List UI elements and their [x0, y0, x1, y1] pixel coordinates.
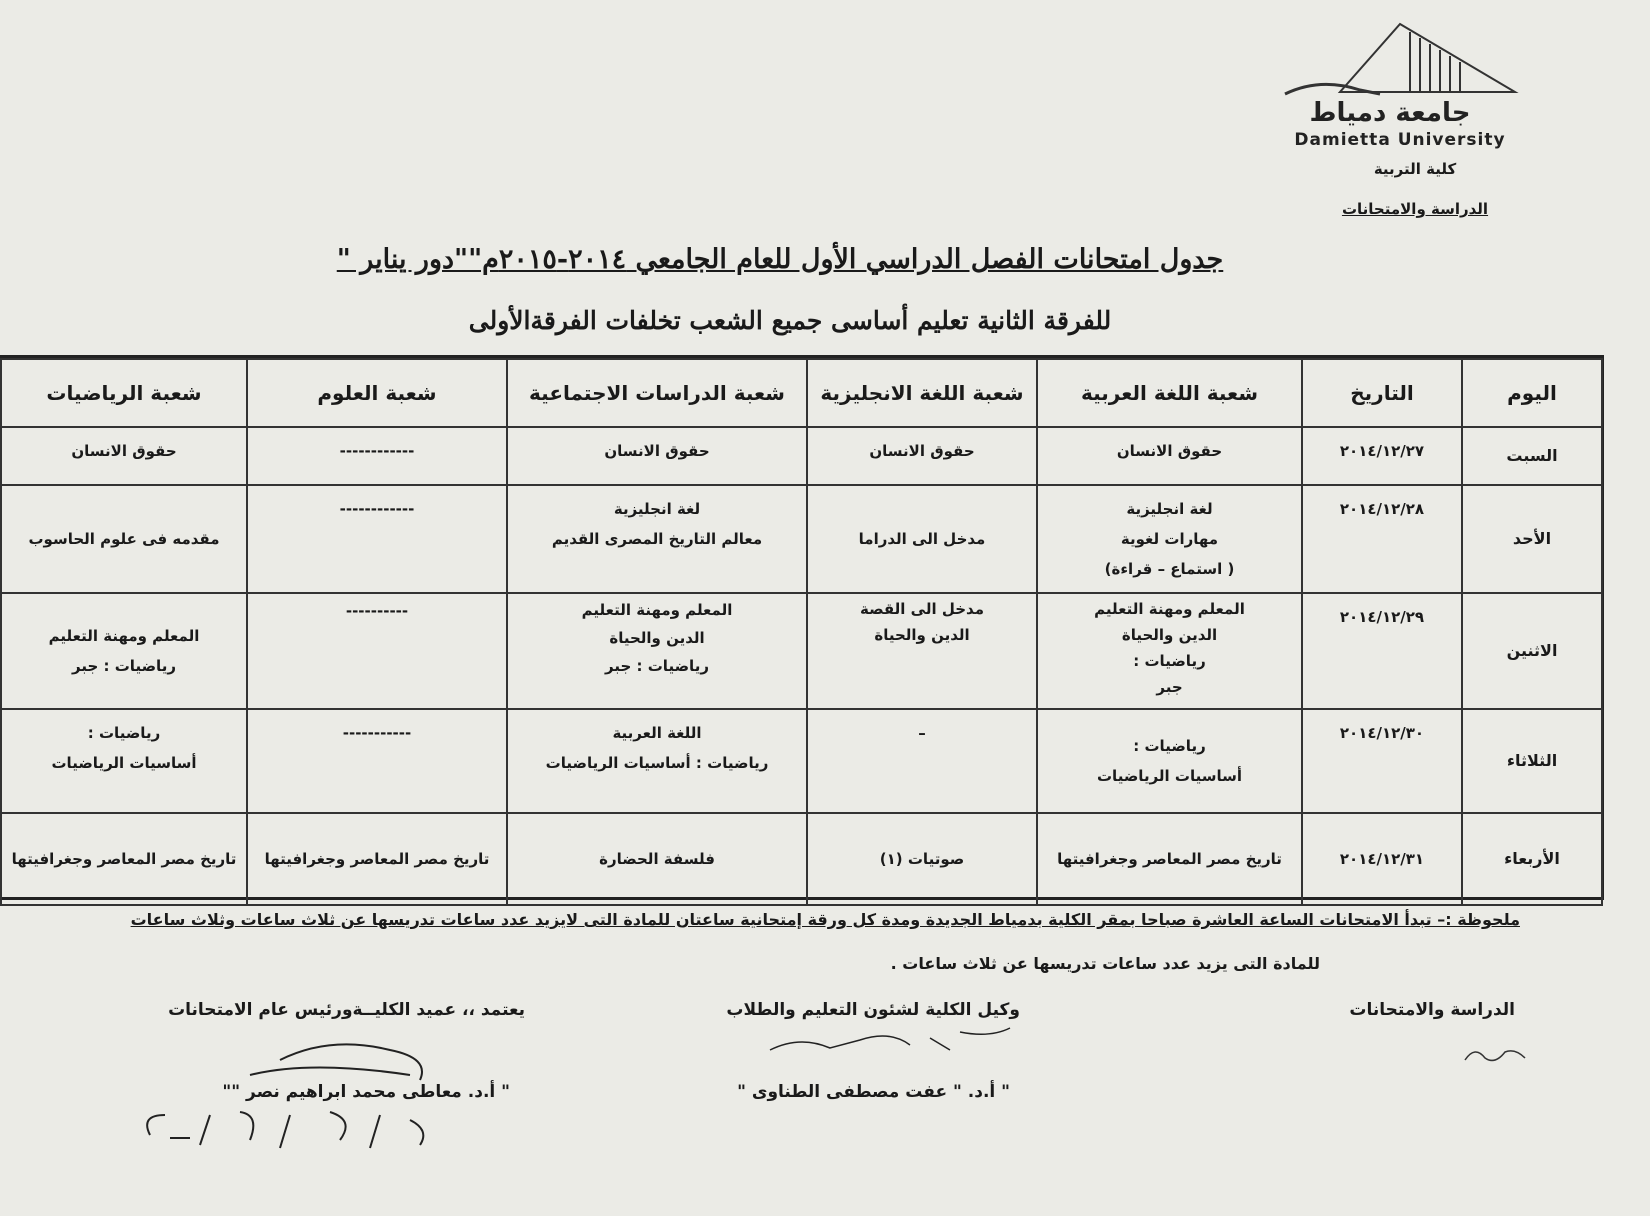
day-cell: الأحد: [1462, 485, 1602, 593]
social-cell: [507, 485, 807, 593]
page-title: جدول امتحانات الفصل الدراسي الأول للعام الجامعي ٢٠١٤-٢٠١٥م""دور يناير ": [336, 244, 1224, 275]
subject: المعلم ومهنة التعليم: [48, 627, 200, 645]
english-cell: [807, 593, 1037, 709]
subject: أساسيات الرياضيات: [1096, 767, 1243, 785]
subject: الدين والحياة: [874, 626, 970, 644]
subject: لغة انجليزية: [1126, 500, 1213, 518]
arabic-cell: [1037, 427, 1302, 485]
subject: ------------: [339, 442, 415, 460]
day-cell: السبت: [1462, 427, 1602, 485]
note-line-2: للمادة التى يزيد عدد ساعات تدريسها عن ثلاث ساعات .: [890, 954, 1320, 973]
subject: ----------: [345, 602, 409, 620]
subject: رياضيات :: [1133, 652, 1206, 670]
signature-role: يعتمد ،، عميد الكليــةورئيس عام الامتحانات: [168, 1000, 525, 1020]
math-cell: [1, 813, 247, 905]
science-cell: [247, 709, 507, 813]
university-name-en: Damietta University: [1294, 130, 1506, 150]
subject: أساسيات الرياضيات: [51, 754, 197, 772]
subject: حقوق الانسان: [1116, 442, 1223, 460]
signature-role: وكيل الكلية لشئون التعليم والطلاب: [726, 1000, 1020, 1020]
subject: لغة انجليزية: [613, 500, 701, 518]
math-cell: [1, 427, 247, 485]
day-cell: الثلاثاء: [1462, 709, 1602, 813]
header-science: شعبة العلوم: [247, 359, 507, 427]
university-name-ar: جامعة دمياط: [1309, 98, 1471, 128]
date-cell: ٢٠١٤/١٢/٢٧: [1302, 427, 1462, 485]
page-subtitle: للفرقة الثانية تعليم أساسى جميع الشعب تخلفات الفرقةالأولى: [468, 306, 1112, 335]
english-cell: [807, 709, 1037, 813]
date-cell: ٢٠١٤/١٢/٢٨: [1302, 485, 1462, 593]
subject: فلسفة الحضارة: [599, 850, 715, 868]
subject: مقدمه فى علوم الحاسوب: [28, 530, 220, 548]
english-cell: [807, 485, 1037, 593]
subject: المعلم ومهنة التعليم: [581, 601, 733, 619]
table-row: [1, 485, 1602, 593]
university-logo-icon: [1280, 22, 1520, 102]
science-cell: [247, 813, 507, 905]
social-cell: [507, 593, 807, 709]
social-cell: [507, 813, 807, 905]
science-cell: [247, 485, 507, 593]
signature-department: [1300, 1000, 1515, 1020]
subject: تاريخ مصر المعاصر وجغرافيتها: [11, 850, 237, 868]
science-cell: [247, 427, 507, 485]
subject: ( استماع – قراءة): [1104, 560, 1235, 578]
table-row: [1, 813, 1602, 905]
exam-schedule-table: [0, 355, 1604, 900]
social-cell: [507, 427, 807, 485]
subject: صوتيات (١): [879, 850, 965, 868]
header-english: شعبة اللغة الانجليزية: [807, 359, 1037, 427]
header-arabic: شعبة اللغة العربية: [1037, 359, 1302, 427]
social-cell: [507, 709, 807, 813]
faculty-name: كلية التربية: [1373, 160, 1457, 178]
day-cell: الأربعاء: [1462, 813, 1602, 905]
header-math: شعبة الرياضيات: [1, 359, 247, 427]
signature-name: " أ.د. معاطى محمد ابراهيم نصر "": [222, 1082, 510, 1102]
arabic-cell: [1037, 709, 1302, 813]
header-social: شعبة الدراسات الاجتماعية: [507, 359, 807, 427]
vice-dean-signature-scribble: [760, 1010, 1020, 1060]
note-line-1: ملحوظة :– تبدأ الامتحانات الساعة العاشرة صباحا بمقر الكلية بدمياط الجديدة ومدة كل ورقة إمتحانية ساعتان للمادة التى لايزيد عدد ساعات تدريسها عن ثلاث ساعات وثلاث ساعات: [130, 910, 1520, 929]
table-row: [1, 709, 1602, 813]
subject: ------------: [339, 500, 415, 518]
department-name: الدراسة والامتحانات: [1341, 200, 1489, 218]
header-date: التاريخ: [1302, 359, 1462, 427]
math-cell: [1, 709, 247, 813]
subject: مدخل الى القصة: [860, 600, 984, 618]
subject: –: [918, 724, 926, 742]
subject: مدخل الى الدراما: [858, 530, 986, 548]
subject: الدين والحياة: [609, 629, 705, 647]
english-cell: [807, 427, 1037, 485]
header-day: اليوم: [1462, 359, 1602, 427]
subject: مهارات لغوية: [1120, 530, 1219, 548]
subject: رياضيات : أساسيات الرياضيات: [545, 754, 769, 772]
subject: -----------: [342, 724, 412, 742]
day-cell: الاثنين: [1462, 593, 1602, 709]
date-cell: ٢٠١٤/١٢/٢٩: [1302, 593, 1462, 709]
signature-role: الدراسة والامتحانات: [1349, 1000, 1515, 1020]
subject: رياضيات : جبر: [605, 657, 709, 675]
subject: تاريخ مصر المعاصر وجغرافيتها: [1057, 850, 1282, 868]
subject: جبر: [1156, 678, 1183, 696]
table-row: [1, 427, 1602, 485]
subject: رياضيات :: [87, 724, 161, 742]
date-cell: ٢٠١٤/١٢/٣١: [1302, 813, 1462, 905]
exam-note: [20, 905, 1520, 979]
english-cell: [807, 813, 1037, 905]
arabic-cell: [1037, 593, 1302, 709]
subject: حقوق الانسان: [604, 442, 710, 460]
arabic-cell: [1037, 813, 1302, 905]
subject: اللغة العربية: [612, 724, 702, 742]
math-cell: [1, 485, 247, 593]
university-logo: [1280, 22, 1540, 102]
table-header-row: [1, 359, 1602, 427]
subject: تاريخ مصر المعاصر وجغرافيتها: [264, 850, 490, 868]
subject: حقوق الانسان: [869, 442, 975, 460]
department-signature-scribble: [1460, 1040, 1530, 1070]
math-cell: [1, 593, 247, 709]
date-cell: ٢٠١٤/١٢/٣٠: [1302, 709, 1462, 813]
subject: رياضيات : جبر: [72, 657, 176, 675]
subject: المعلم ومهنة التعليم: [1094, 600, 1245, 618]
signature-name: " أ.د. " عفت مصطفى الطناوى ": [737, 1082, 1010, 1102]
subject: حقوق الانسان: [71, 442, 177, 460]
subject: رياضيات :: [1133, 737, 1206, 755]
science-cell: [247, 593, 507, 709]
subject: الدين والحياة: [1121, 626, 1218, 644]
table-row: [1, 593, 1602, 709]
dean-signature-scribble: [130, 1020, 460, 1150]
arabic-cell: [1037, 485, 1302, 593]
subject: معالم التاريخ المصرى القديم: [551, 530, 763, 548]
